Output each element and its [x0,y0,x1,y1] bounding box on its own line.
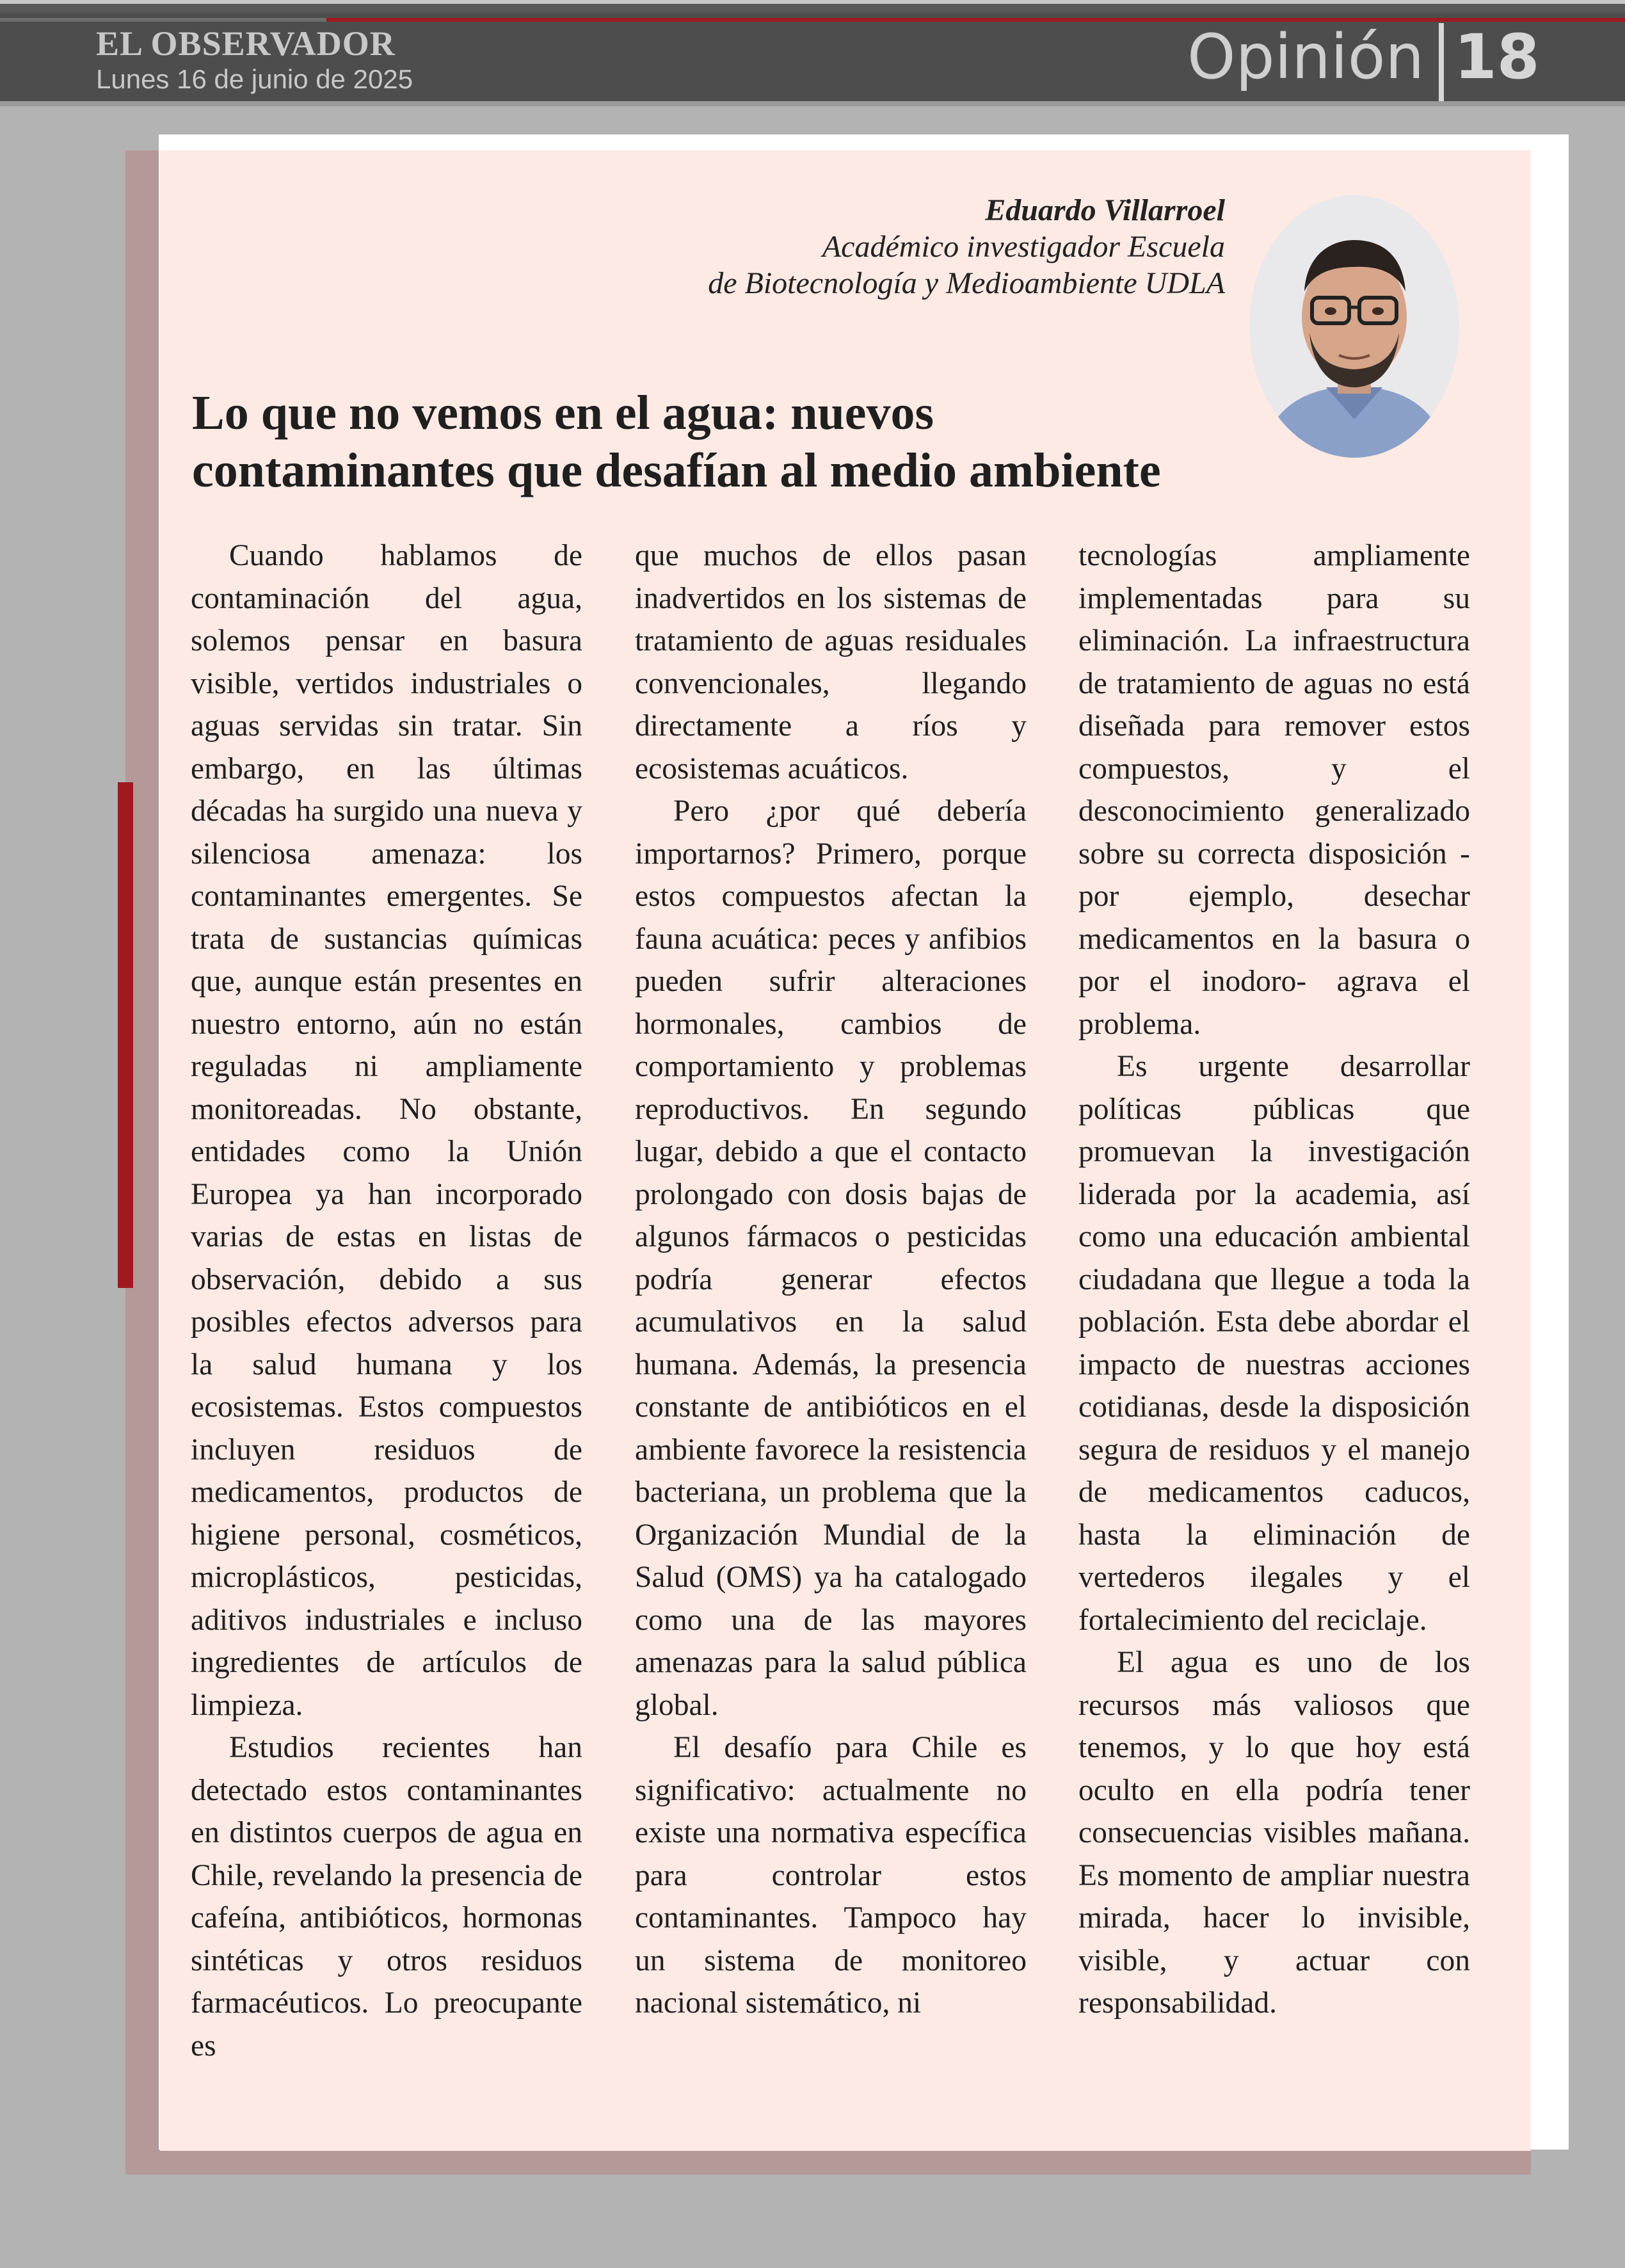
page-number-divider [1439,23,1444,103]
page-header [0,0,1625,102]
red-side-bar [118,782,133,1288]
headline-line-1: Lo que no vemos en el agua: nuevos [192,386,934,440]
header-gray-rule [0,18,326,22]
author-photo-illustration [1249,195,1459,458]
masthead: EL OBSERVADOR [96,24,396,63]
headline-line-2: contaminantes que desafían al medio ambiente [192,444,1161,497]
paragraph: Estudios recientes han detectado estos contaminantes en distintos cuerpos de agua en Chile, revelando la presencia de cafeína, antibióticos, hormonas sintéticas y otros residuos farmacéuticos. Lo preocupante es [191,1731,582,2063]
article-column-1 [191,535,582,2067]
paragraph: Cuando hablamos de contaminación del agua, solemos pensar en basura visible, vertidos industriales o aguas servidas sin tratar. Sin embargo, en las últimas décadas ha surgido una nueva y silenciosa amenaza: los contaminantes emergentes. Se trata de sustancias químicas que, aunque están presentes en nuestro entorno, aún no están reguladas ni ampliamente monitoreadas. No obstante, entidades como la Unión Europea ya han incorporado varias de estas en listas de observación, debido a sus posibles efectos adversos para la salud humana y los ecosistemas. Estos compuestos incluyen residuos de medicamentos, productos de higiene personal, cosméticos, microplásticos, pesticidas, aditivos industriales e incluso ingredientes de artículos de limpieza. [191,539,582,1722]
paragraph: que muchos de ellos pasan inadvertidos en los sistemas de tratamiento de aguas residuales convencionales, llegando directamente a ríos y ecosistemas acuáticos. [635,539,1027,785]
section-name: Opinión [1187,21,1425,93]
paragraph: Es urgente desarrollar políticas públicas que promuevan la investigación liderada por la academia, así como una educación ambiental ciudadana que llegue a toda la población. Esta debe abordar el impacto de nuestras acciones cotidianas, desde la disposición segura de residuos y el manejo de medicamentos caducos, hasta la eliminación de vertederos ilegales y el fortalecimiento del reciclaje. [1078,1050,1470,1637]
header-bottom-rule [0,101,1625,106]
article-column-2 [635,535,1027,2025]
page-number: 18 [1454,21,1540,93]
paragraph: tecnologías ampliamente implementadas para su eliminación. La infraestructura de tratamiento de aguas no está diseñada para remover estos compuestos, y el desconocimiento generalizado sobre su correcta disposición -por ejemplo, desechar medicamentos en la basura o por el inodoro- agrava el problema. [1078,539,1470,1041]
author-role-line-1: Académico investigador Escuela [822,230,1225,264]
paragraph: El agua es uno de los recursos más valiosos que tenemos, y lo que hoy está oculto en ella podría tener consecuencias visibles mañana. Es momento de ampliar nuestra mirada, hacer lo invisible, visible, y actuar con responsabilidad. [1078,1646,1470,2020]
author-role-line-2: de Biotecnología y Medioambiente UDLA [708,266,1225,300]
header-top-line [0,4,1625,13]
paragraph: El desafío para Chile es significativo: actualmente no existe una normativa específica para controlar estos contaminantes. Tampoco hay un sistema de monitoreo nacional sistemático, ni [635,1731,1027,2020]
author-byline [708,192,1225,302]
author-portrait [1249,195,1459,458]
dateline: Lunes 16 de junio de 2025 [96,64,413,94]
article-headline [192,384,1280,499]
header-red-rule [326,18,1625,22]
article-column-3 [1078,535,1470,2025]
author-name: Eduardo Villarroel [985,193,1225,227]
paragraph: Pero ¿por qué debería importarnos? Primero, porque estos compuestos afectan la fauna acuática: peces y anfibios pueden sufrir alteraciones hormonales, cambios de comportamiento y problemas reproductivos. En segundo lugar, debido a que el contacto prolongado con dosis bajas de algunos fármacos o pesticidas podría generar efectos acumulativos en la salud humana. Además, la presencia constante de antibióticos en el ambiente favorece la resistencia bacteriana, un problema que la Organización Mundial de la Salud (OMS) ya ha catalogado como una de las mayores amenazas para la salud pública global. [635,794,1027,1722]
